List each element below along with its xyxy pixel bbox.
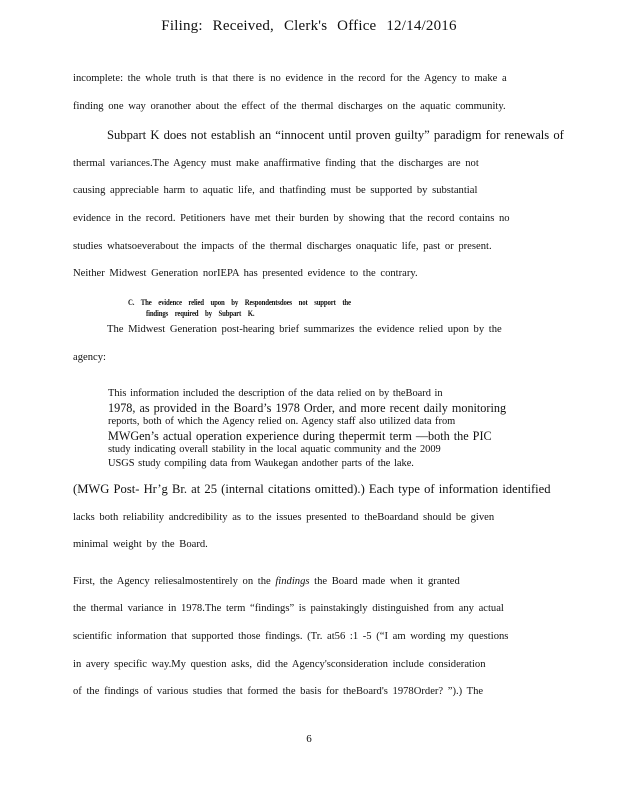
- page-number: 6: [306, 733, 312, 745]
- body-line: finding one way oranother about the effect of the thermal discharges on the aquatic community.: [73, 101, 506, 112]
- body-line: lacks both reliability andcredibility as to the issues presented to theBoardand should be given: [73, 512, 495, 523]
- body-line: evidence in the record. Petitioners have met their burden by showing that the record contains no: [73, 213, 510, 224]
- filing-header: Filing: Received, Clerk's Office 12/14/2016: [161, 18, 457, 34]
- body-line: scientific information that supported those findings. (Tr. at56 :1 -5 (“I am wording my questions: [73, 631, 509, 642]
- block-quote-line: MWGen’s actual operation experience during thepermit term —both the PIC: [108, 429, 492, 443]
- block-quote-line: study indicating overall stability in the local aquatic community and the 2009: [108, 444, 441, 455]
- body-line: [73, 576, 543, 587]
- italic-term: findings: [275, 576, 310, 587]
- body-line: thermal variances.The Agency must make anaffirmative finding that the discharges are not: [73, 158, 479, 169]
- body-line: studies whatsoeverabout the impacts of the thermal discharges onaquatic life, past or present.: [73, 241, 492, 252]
- body-line: The Midwest Generation post-hearing brief summarizes the evidence relied upon by the: [107, 324, 502, 335]
- body-line: Subpart K does not establish an “innocent until proven guilty” paradigm for renewals of: [107, 128, 564, 142]
- body-line: in avery specific way.My question asks, did the Agency'sconsideration include consideration: [73, 659, 486, 670]
- text-run: the Board made when it granted: [309, 576, 460, 587]
- body-line: the thermal variance in 1978.The term “findings” is painstakingly distinguished from any actual: [73, 603, 504, 614]
- body-line: (MWG Post- Hr’g Br. at 25 (internal citations omitted).) Each type of information identified: [73, 482, 551, 496]
- block-quote-line: USGS study compiling data from Waukegan andother parts of the lake.: [108, 458, 414, 469]
- block-quote-line: 1978, as provided in the Board’s 1978 Order, and more recent daily monitoring: [108, 401, 507, 415]
- body-line: minimal weight by the Board.: [73, 539, 208, 550]
- block-quote-line: This information included the description of the data relied on by theBoard in: [108, 388, 443, 399]
- section-heading: C. The evidence relied upon by Respondentsdoes not support the: [128, 298, 351, 307]
- block-quote-line: reports, both of which the Agency relied on. Agency staff also utilized data from: [108, 416, 456, 427]
- body-line: incomplete: the whole truth is that there is no evidence in the record for the Agency to make a: [73, 73, 507, 84]
- body-line: agency:: [73, 352, 106, 363]
- body-line: Neither Midwest Generation norIEPA has presented evidence to the contrary.: [73, 268, 418, 279]
- text-run: First, the Agency reliesalmostentirely on the: [73, 576, 276, 587]
- body-line: of the findings of various studies that formed the basis for theBoard's 1978Order? ”).) The: [73, 686, 484, 697]
- section-heading-continued: findings required by Subpart K.: [146, 309, 255, 318]
- body-line: causing appreciable harm to aquatic life, and thatfinding must be supported by substantial: [73, 185, 478, 196]
